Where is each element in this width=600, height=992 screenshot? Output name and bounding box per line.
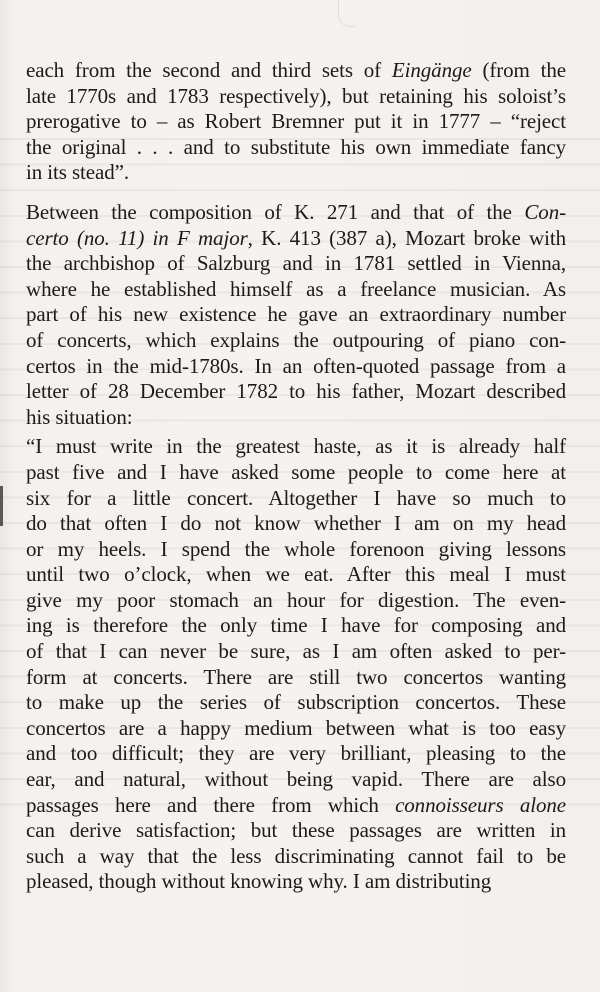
text-run: where he established himself as a freelance musician. As [26,276,566,301]
text-run: form at concerts. There are still two concertos wanting [26,664,566,689]
text-run: passages here and there from which [26,792,396,817]
text-run: give my poor stomach an hour for digestion. The even- [26,587,566,612]
text-line [26,639,566,665]
paragraph-vienna [26,200,566,430]
text-line [26,562,566,588]
text-run: the original . . . and to substitute his own immediate fancy [26,134,566,159]
text-line [26,434,566,460]
text-line [26,588,566,614]
text-run: and too difficult; they are very brilliant, pleasing to the [26,741,566,766]
text-run: of concerts, which explains the outpouring of piano con- [26,327,566,352]
text-line [26,869,566,895]
text-run: pleased, though without knowing why. I am distributing [26,869,492,894]
paragraph-mozart-letter-quote [26,434,566,895]
text-line [26,613,566,639]
text-run: such a way that the less discriminating cannot fail to be [26,843,566,868]
text-run: late 1770s and 1783 respectively), but retaining his soloist’s [26,83,566,108]
text-line [26,460,566,486]
text-line [26,277,566,303]
text-line [26,690,566,716]
text-line [26,716,566,742]
text-line [26,511,566,537]
body-text [26,58,566,895]
text-run: prerogative to – as Robert Bremner put it in 1777 – “reject [26,109,566,134]
text-line [26,84,566,110]
text-run: (from the [471,58,566,82]
text-line [26,537,566,563]
text-run: ear, and natural, without being vapid. There are also [26,767,566,792]
text-run: , K. 413 (387 a), Mozart broke with [247,225,566,250]
text-line [26,818,566,844]
italic-text-run: Con- [524,199,566,224]
text-run: certos in the mid-1780s. In an often-quoted passage from a [26,353,566,378]
text-line [26,354,566,380]
text-line [26,741,566,767]
text-run: to make up the series of subscription concertos. These [26,690,566,715]
binding-edge-mark [0,486,3,526]
text-line [26,251,566,277]
text-run: of that I can never be sure, as I am often asked to per- [26,639,566,664]
text-line [26,405,566,431]
text-run: in its stead”. [26,160,129,185]
text-line [26,328,566,354]
text-line [26,486,566,512]
text-line [26,226,566,252]
text-line [26,58,566,84]
text-run: past five and I have asked some people to come here at [26,459,566,484]
text-line [26,844,566,870]
text-line [26,109,566,135]
text-run: can derive satisfaction; but these passages are written in [26,818,566,843]
text-run: part of his new existence he gave an extraordinary number [26,302,566,327]
text-run: until two o’clock, when we eat. After this meal I must [26,562,566,587]
italic-text-run: Eingänge [391,58,472,82]
text-run: do that often I do not know whether I am on my head [26,511,566,536]
text-line [26,135,566,161]
text-run: six for a little concert. Altogether I have so much to [26,485,566,510]
text-line [26,302,566,328]
text-line [26,379,566,405]
paragraph-eingange [26,58,566,186]
text-run: concertos are a happy medium between what is too easy [26,715,566,740]
text-run: “I must write in the greatest haste, as it is already half [26,434,566,459]
text-line [26,793,566,819]
text-run: each from the second and third sets of [26,58,392,82]
text-line [26,767,566,793]
text-run: ing is therefore the only time I have for composing and [26,613,566,638]
text-run: Between the composition of K. 271 and that of the [26,199,525,224]
text-run: the archbishop of Salzburg and in 1781 settled in Vienna, [26,251,566,276]
text-run: letter of 28 December 1782 to his father, Mozart described [26,379,566,404]
text-line [26,665,566,691]
italic-text-run: certo (no. 11) in F major [26,225,248,250]
text-line [26,160,566,186]
text-run: his situation: [26,404,133,429]
text-line [26,200,566,226]
paper-crease-mark [338,0,355,27]
italic-text-run: connoisseurs alone [395,792,567,817]
text-run: or my heels. I spend the whole forenoon giving lessons [26,536,566,561]
